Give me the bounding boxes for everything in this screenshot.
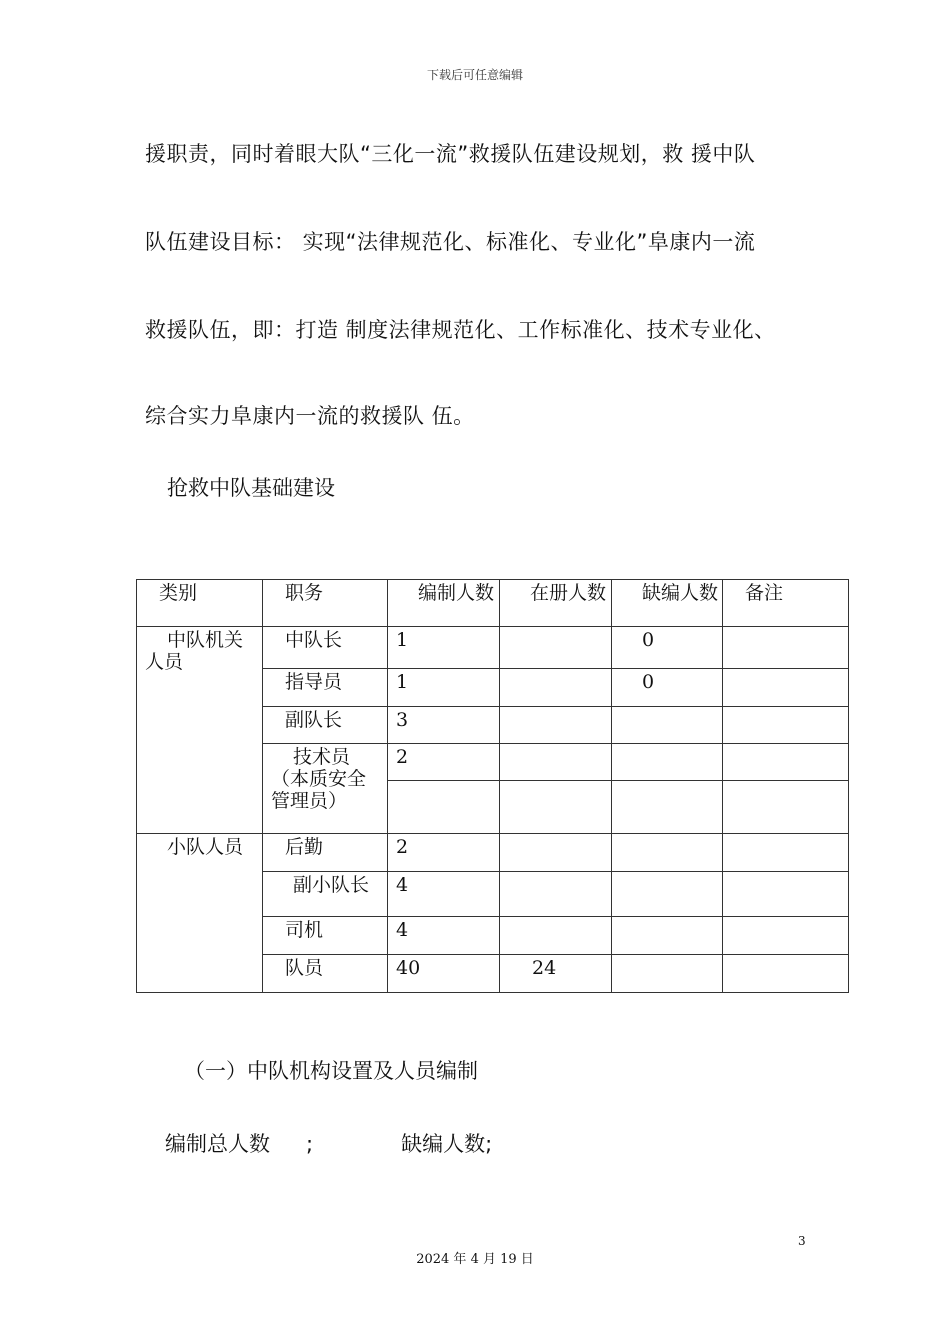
beizhu-cell	[723, 627, 849, 669]
category-cell: 中队机关人员	[137, 627, 263, 834]
blank-cell	[723, 781, 849, 834]
summary-separator: ;	[306, 1132, 314, 1156]
role-cell: 后勤	[263, 834, 388, 872]
role-cell: 中队长	[263, 627, 388, 669]
role-cell: 副小队长	[263, 872, 388, 917]
role-cell: 司机	[263, 917, 388, 955]
zaice-cell	[500, 834, 612, 872]
beizhu-cell	[723, 917, 849, 955]
bianzhi-cell: 4	[388, 872, 500, 917]
body-paragraph-line: 援职责，同时着眼大队“三化一流”救援队伍建设规划，救 援中队	[145, 142, 756, 166]
header-role: 职务	[263, 580, 388, 627]
bianzhi-cell: 4	[388, 917, 500, 955]
bianzhi-cell: 3	[388, 707, 500, 744]
role-cell: 队员	[263, 955, 388, 993]
staff-summary	[165, 1128, 492, 1158]
blank-cell	[612, 781, 723, 834]
beizhu-cell	[723, 872, 849, 917]
section-title: 抢救中队基础建设	[167, 476, 335, 500]
zaice-cell	[500, 872, 612, 917]
zaice-cell	[500, 744, 612, 781]
blank-cell	[500, 781, 612, 834]
header-quebian: 缺编人数	[612, 580, 723, 627]
body-paragraph-line: 队伍建设目标： 实现“法律规范化、标准化、专业化”阜康内一流	[145, 230, 756, 254]
blank-cell	[388, 781, 500, 834]
table-row	[137, 834, 849, 872]
bianzhi-cell: 40	[388, 955, 500, 993]
quebian-cell	[612, 834, 723, 872]
page-header: 下载后可任意编辑	[426, 68, 523, 82]
bianzhi-cell: 1	[388, 627, 500, 669]
role-cell: 副队长	[263, 707, 388, 744]
missing-label: 缺编人数;	[401, 1132, 493, 1156]
header-category: 类别	[137, 580, 263, 627]
subsection-title: （一）中队机构设置及人员编制	[184, 1059, 478, 1083]
quebian-cell	[612, 872, 723, 917]
bianzhi-cell: 2	[388, 834, 500, 872]
quebian-cell: 0	[612, 669, 723, 707]
footer-date: 2024 年 4 月 19 日	[416, 1252, 534, 1267]
table-header-row	[137, 580, 849, 627]
beizhu-cell	[723, 834, 849, 872]
quebian-cell: 0	[612, 627, 723, 669]
body-paragraph-line: 救援队伍，即：打造 制度法律规范化、工作标准化、技术专业化、	[145, 318, 776, 342]
quebian-cell	[612, 744, 723, 781]
staffing-table	[136, 579, 849, 993]
bianzhi-cell: 2	[388, 744, 500, 781]
table-row	[137, 627, 849, 669]
quebian-cell	[612, 917, 723, 955]
beizhu-cell	[723, 744, 849, 781]
total-label: 编制总人数	[165, 1132, 270, 1156]
zaice-cell	[500, 917, 612, 955]
beizhu-cell	[723, 669, 849, 707]
header-bianzhi: 编制人数	[388, 580, 500, 627]
header-beizhu: 备注	[723, 580, 849, 627]
bianzhi-cell: 1	[388, 669, 500, 707]
zaice-cell	[500, 627, 612, 669]
category-cell: 小队人员	[137, 834, 263, 993]
beizhu-cell	[723, 955, 849, 993]
header-zaice: 在册人数	[500, 580, 612, 627]
zaice-cell	[500, 707, 612, 744]
role-cell: 技术员（本质安全管理员）	[263, 744, 388, 834]
beizhu-cell	[723, 707, 849, 744]
quebian-cell	[612, 707, 723, 744]
zaice-cell	[500, 669, 612, 707]
page-number: 3	[798, 1234, 806, 1248]
body-paragraph-line: 综合实力阜康内一流的救援队 伍。	[145, 404, 475, 428]
role-cell: 指导员	[263, 669, 388, 707]
quebian-cell	[612, 955, 723, 993]
zaice-cell: 24	[500, 955, 612, 993]
